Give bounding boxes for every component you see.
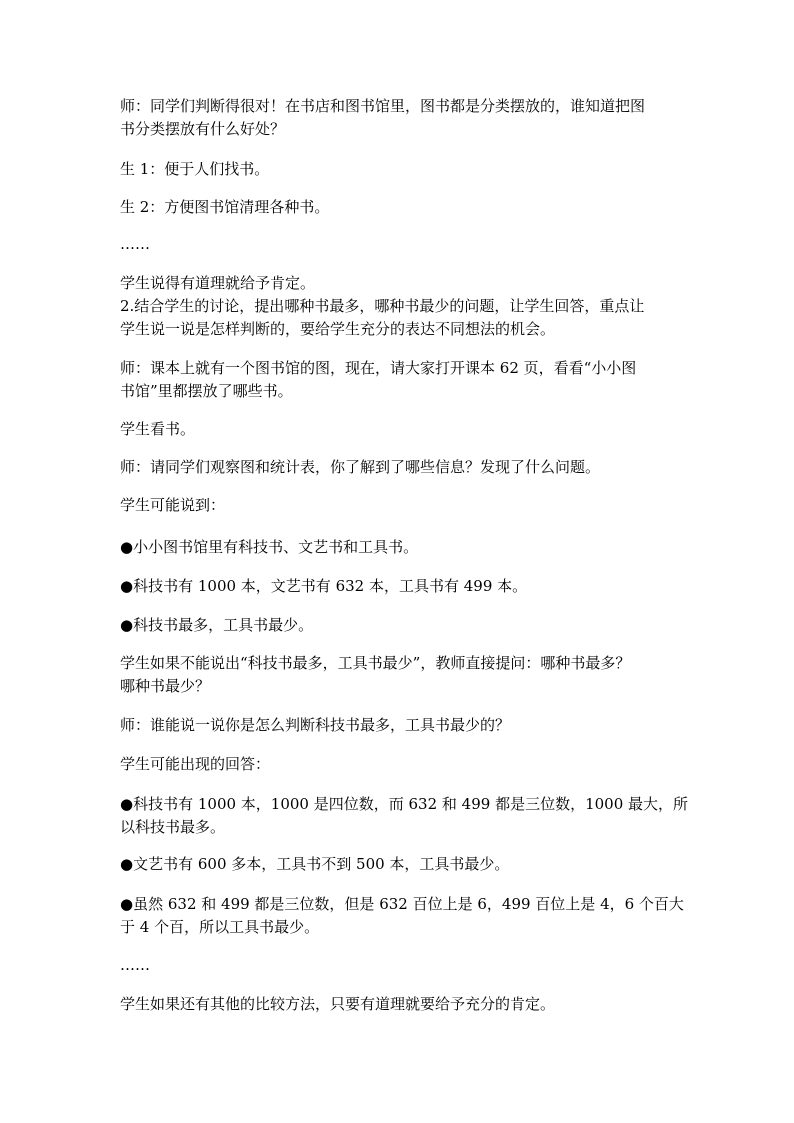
text-line: 书馆”里都摆放了哪些书。	[120, 382, 293, 400]
text-line: 学生可能说到：	[120, 496, 226, 514]
text-line: 学生可能出现的回答：	[120, 755, 271, 773]
bullet-item: ●文艺书有 600 多本，工具书不到 500 本，工具书最少。	[120, 855, 510, 873]
text-line: 师：课本上就有一个图书馆的图，现在，请大家打开课本 62 页，看看“小小图	[120, 359, 637, 377]
bullet-item: ●科技书最多，工具书最少。	[120, 616, 314, 634]
text-line: 师：谁能说一说你是怎么判断科技书最多，工具书最少的？	[120, 716, 511, 734]
text-line: 学生如果还有其他的比较方法，只要有道理就要给予充分的肯定。	[120, 995, 556, 1013]
text-line: 学生说一说是怎样判断的，要给学生充分的表达不同想法的机会。	[120, 320, 556, 338]
bullet-item: ●虽然 632 和 499 都是三位数，但是 632 百位上是 6，499 百位上是 4，6 个百大	[120, 895, 684, 913]
bullet-item: ●科技书有 1000 本，文艺书有 632 本，工具书有 499 本。	[120, 577, 528, 595]
bullet-item: 以科技书最多。	[120, 818, 226, 836]
text-line: 学生看书。	[120, 420, 196, 438]
text-line: 哪种书最少？	[120, 677, 211, 695]
bullet-item: ●科技书有 1000 本，1000 是四位数，而 632 和 499 都是三位数，1000 最大，所	[120, 795, 689, 813]
ellipsis: ……	[120, 235, 150, 253]
bullet-item: ●小小图书馆里有科技书、文艺书和工具书。	[120, 538, 419, 556]
ellipsis: ……	[120, 956, 150, 974]
text-line: 学生说得有道理就给予肯定。	[120, 274, 316, 292]
text-line: 2.结合学生的讨论，提出哪种书最多，哪种书最少的问题，让学生回答，重点让	[120, 297, 645, 315]
text-line: 师：请同学们观察图和统计表，你了解到了哪些信息？发现了什么问题。	[120, 458, 601, 476]
text-line: 生 1：便于人们找书。	[120, 160, 270, 178]
text-line: 师：同学们判断得很对！在书店和图书馆里，图书都是分类摆放的，谁知道把图	[120, 97, 646, 115]
bullet-item: 于 4 个百，所以工具书最少。	[120, 918, 320, 936]
text-line: 生 2：方便图书馆清理各种书。	[120, 198, 330, 216]
text-line: 学生如果不能说出“科技书最多，工具书最少”，教师直接提问：哪种书最多？	[120, 654, 631, 672]
text-line: 书分类摆放有什么好处？	[120, 120, 286, 138]
